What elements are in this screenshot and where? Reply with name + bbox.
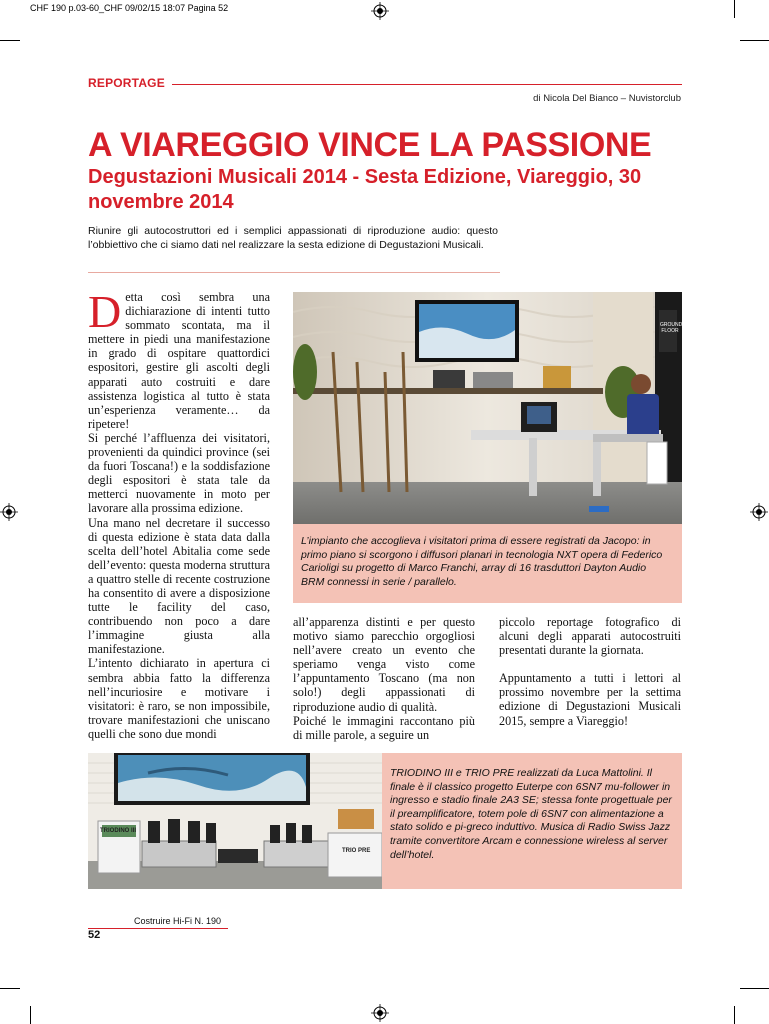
article-subtitle: Degustazioni Musicali 2014 - Sesta Edizione, Viareggio, 30 novembre 2014 [88, 166, 642, 213]
body-column-1 [88, 286, 270, 741]
body-paragraph: Si perché l’affluenza dei visitatori, provenienti da quindici province (sei da fuori Toscana!) e la soddisfazione degli espositori è stata tale da metterci nuovamente in moto per lavorare alla prossima edizione. [88, 430, 270, 516]
crop-mark [0, 988, 20, 989]
article-title: A VIAREGGIO VINCE LA PASSIONE [88, 126, 652, 164]
crop-mark [740, 988, 769, 989]
registration-mark-icon [0, 503, 18, 521]
crop-mark [0, 40, 20, 41]
body-column-2 [293, 615, 475, 742]
drop-cap: D [88, 286, 122, 337]
crop-mark [740, 40, 769, 41]
body-paragraph: Appuntamento a tutti i lettori al prossimo novembre per la settima edizione di Degustazioni Musicali 2015, sempre a Viareggio! [499, 671, 681, 728]
registration-mark-icon [750, 503, 768, 521]
section-label: REPORTAGE [88, 76, 165, 90]
printer-slug: CHF 190 p.03-60_CHF 09/02/15 18:07 Pagina 52 [30, 3, 229, 13]
footer-rule [88, 928, 228, 929]
section-rule [172, 84, 682, 85]
photo-caption-2: TRIODINO III e TRIO PRE realizzati da Luca Mattolini. Il finale è il classico progetto Euterpe con 6SN7 mu-follower in ingresso e stadio finale 2A3 SE; stessa fonte progettuale per il preamplificatore, totem pole di 6SN7 con alimentazione a stato solido e pi-greco induttivo. Musica di Radio Swiss Jazz tramite convertitore Arcam e connessione wireless al server dell’hotel. [382, 753, 682, 889]
registration-mark-icon [371, 1004, 389, 1022]
page-number: 52 [88, 929, 101, 941]
body-paragraph: piccolo reportage fotografico di alcuni degli apparati autocostruiti presentati durante la giornata. [499, 615, 681, 658]
body-column-3 [499, 615, 681, 728]
ground-floor-sign: GROUND FLOOR [660, 322, 683, 334]
article-lead: Riunire gli autocostruttori ed i semplici appassionati di riproduzione audio: questo l’obbiettivo che ci siamo dati nel realizzare la sesta edizione di Degustazioni Musicali. [88, 225, 498, 251]
body-paragraph: Poiché le immagini raccontano più di mille parole, a seguire un [293, 713, 475, 742]
triodino-label: TRIODINO III [100, 828, 136, 834]
magazine-issue: Costruire Hi-Fi N. 190 [134, 916, 222, 926]
registration-mark-icon [371, 2, 389, 20]
byline: di Nicola Del Bianco – Nuvistorclub [533, 93, 681, 104]
crop-mark [30, 1006, 31, 1024]
crop-mark [734, 0, 735, 18]
trio-pre-label: TRIO PRE [342, 848, 371, 854]
body-paragraph: all’apparenza distinti e per questo motivo siamo parecchio orgogliosi nell’avere creato un evento che speriamo venga visto come l’appuntamento Toscano (ma non solo!) degli appassionati di riproduzione audio di qualità. [293, 615, 475, 714]
crop-mark [734, 1006, 735, 1024]
body-paragraph: L’intento dichiarato in apertura ci sembra abbia fatto la differenza nell’incuriosire e motivare i visitatori: è raro, se non impossibile, trovare manifestazioni che uniscano quelli che sono due mondi [88, 656, 270, 741]
lead-divider [88, 272, 500, 273]
body-paragraph: Una mano nel decretare il successo di questa edizione è stata data dalla scelta dell’hotel Abitalia come sede dell’evento: questa moderna struttura a quattro stelle di recente costruzione ha consentito di avere a disposizione tutte le facility del caso, contribuendo non poco a dare l’immagine giusta alla manifestazione. [88, 515, 270, 657]
amplifiers-photo [88, 753, 382, 889]
paragraph-text: etta così sembra una dichiarazione di intenti tutto sommato scontata, ma il mettere in piedi una manifestazione in grado di ospitare quattordici espositori, gestire gli ascolti degli apparati auto costruiti e dare assistenza logistica al tutto è stata un’esperienza veramente… da ripetere! [88, 290, 270, 431]
photo-caption-1: L’impianto che accoglieva i visitatori prima di essere registrati da Jacopo: in primo piano si scorgono i diffusori planari in tecnologia NXT opera di Federico Carioligi su progetto di Marco Franchi, array di 16 trasduttori Dayton Audio BRM connessi in serie / parallelo. [293, 524, 682, 603]
exhibition-room-photo [293, 292, 682, 524]
body-paragraph [88, 286, 270, 431]
